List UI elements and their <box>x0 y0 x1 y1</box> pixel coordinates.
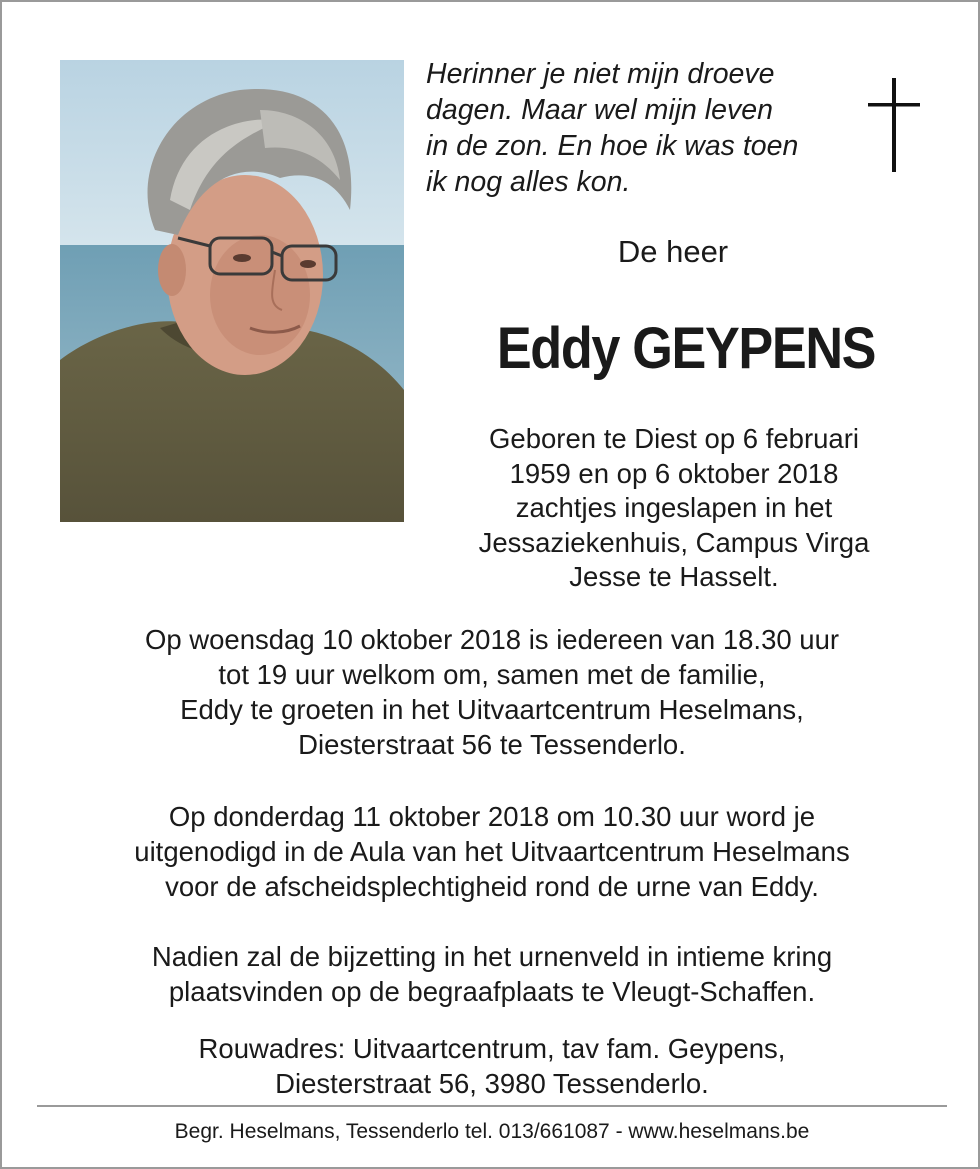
ceremony-line: uitgenodigd in de Aula van het Uitvaartcentrum Heselmans <box>134 836 850 867</box>
birth-line: 1959 en op 6 oktober 2018 <box>509 457 839 489</box>
ceremony-line: Op donderdag 11 oktober 2018 om 10.30 uur word je <box>168 801 816 832</box>
birth-line: Jessaziekenhuis, Campus Virga <box>478 526 870 558</box>
mourning-address <box>42 1031 942 1101</box>
ceremony-line: voor de afscheidsplechtigheid rond de urne van Eddy. <box>165 871 819 902</box>
birth-death-text <box>442 422 906 595</box>
visitation-line: Op woensdag 10 oktober 2018 is iedereen van 18.30 uur <box>144 624 840 655</box>
burial-paragraph <box>42 939 942 1009</box>
burial-line: plaatsvinden op de begraafplaats te Vleugt-Schaffen. <box>168 976 816 1007</box>
birth-line: Geboren te Diest op 6 februari <box>489 423 859 454</box>
visitation-line: Diesterstraat 56 te Tessenderlo. <box>298 729 686 760</box>
portrait-photo <box>60 60 404 522</box>
poem-line: ik nog alles kon. <box>426 166 631 198</box>
ceremony-paragraph <box>42 799 942 904</box>
visitation-line: Eddy te groeten in het Uitvaartcentrum Heselmans, <box>180 694 804 725</box>
address-line: Diesterstraat 56, 3980 Tessenderlo. <box>275 1068 709 1099</box>
birth-line: Jesse te Hasselt. <box>569 561 779 592</box>
visitation-paragraph <box>42 622 942 762</box>
footer-divider <box>37 1105 947 1107</box>
poem-line: in de zon. En hoe ik was toen <box>426 130 799 162</box>
poem-line: dagen. Maar wel mijn leven <box>426 94 773 126</box>
burial-line: Nadien zal de bijzetting in het urnenveld in intieme kring <box>151 941 833 972</box>
poem-quote <box>426 56 846 200</box>
poem-line: Herinner je niet mijn droeve <box>426 58 775 90</box>
birth-line: zachtjes ingeslapen in het <box>515 492 833 523</box>
cross-icon <box>864 78 924 172</box>
visitation-line: tot 19 uur welkom om, samen met de familie, <box>218 659 766 690</box>
deceased-name: Eddy GEYPENS <box>496 316 876 381</box>
honorific: De heer <box>617 234 729 269</box>
footer-funeral-home: Begr. Heselmans, Tessenderlo tel. 013/661087 - www.heselmans.be <box>174 1120 810 1143</box>
address-line: Rouwadres: Uitvaartcentrum, tav fam. Geypens, <box>198 1033 786 1064</box>
